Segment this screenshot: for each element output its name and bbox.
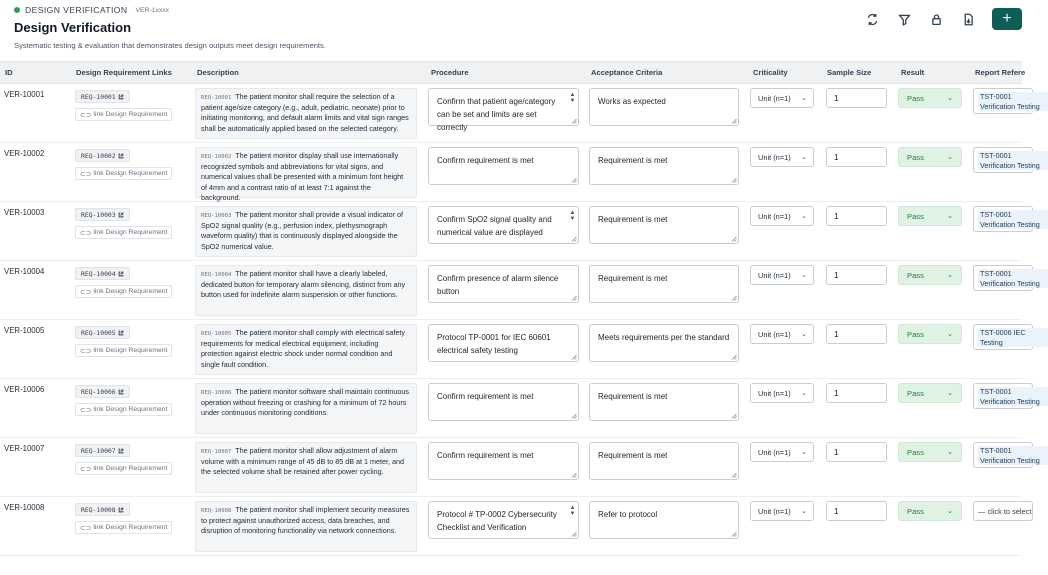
result-value: Pass: [907, 152, 924, 162]
table-row: [0, 261, 1040, 320]
chevron-down-icon: ⌄: [801, 95, 807, 102]
result-value: Pass: [907, 506, 924, 516]
resize-grip-icon[interactable]: [571, 354, 577, 360]
description-cell: [195, 206, 417, 257]
procedure-textarea[interactable]: [428, 147, 579, 185]
link-design-requirement-label: link Design Requirement: [93, 465, 168, 472]
criticality-select[interactable]: [750, 442, 814, 462]
criticality-select[interactable]: [750, 147, 814, 167]
resize-grip-icon[interactable]: [731, 118, 737, 124]
sample-size-input[interactable]: [826, 442, 887, 462]
add-button[interactable]: [992, 8, 1022, 30]
acceptance-criteria-text: Requirement is met: [598, 274, 668, 283]
description-requirement-tag: REQ-10003: [201, 213, 232, 219]
resize-grip-icon[interactable]: [571, 531, 577, 537]
procedure-text: Protocol # TP-0002 Cybersecurity Checklist and Verification: [437, 510, 557, 532]
resize-grip-icon[interactable]: [731, 295, 737, 301]
chevron-down-icon: ⌄: [801, 331, 807, 338]
chain-link-icon: ⊂⊃: [80, 229, 92, 237]
requirement-link-chip[interactable]: [75, 90, 130, 103]
lock-icon: [930, 13, 943, 26]
resize-grip-icon[interactable]: [571, 472, 577, 478]
requirement-link-chip[interactable]: [75, 149, 130, 162]
criticality-value: Unit (n=1): [758, 388, 791, 398]
chevron-down-icon: ⌄: [801, 508, 807, 515]
scroll-up-icon[interactable]: ▲: [569, 210, 576, 216]
link-design-requirement-label: link Design Requirement: [93, 406, 168, 413]
col-description[interactable]: Description: [197, 68, 239, 77]
sample-size-value: 1: [834, 447, 839, 457]
chevron-down-icon: ⌄: [801, 213, 807, 220]
plus-icon: +: [1002, 10, 1012, 27]
verification-id: VER-10006: [4, 385, 45, 394]
requirement-id: REQ-10003: [81, 210, 116, 219]
description-requirement-tag: REQ-10001: [201, 95, 232, 101]
report-reference-chip[interactable]: TST-0001 Verification Testing: [978, 92, 1048, 111]
textarea-scrollbar[interactable]: [569, 92, 576, 104]
description-requirement-tag: REQ-10007: [201, 449, 232, 455]
report-reference-chip[interactable]: TST-0001 Verification Testing: [978, 387, 1048, 406]
sample-size-input[interactable]: [826, 501, 887, 521]
criticality-select[interactable]: [750, 324, 814, 344]
procedure-textarea[interactable]: [428, 88, 579, 132]
resize-grip-icon[interactable]: [731, 177, 737, 183]
chevron-down-icon: ⌄: [947, 272, 953, 279]
description-text: The patient monitor shall provide a visual indicator of SpO2 signal quality (e.g., perfusion index, plethysmograph waveform quality) that is continuously displayed alongside the SpO2 numerical value.: [201, 210, 403, 251]
description-requirement-tag: REQ-10008: [201, 508, 232, 514]
resize-grip-icon[interactable]: [731, 354, 737, 360]
description-cell: [195, 383, 417, 434]
table-row: [0, 379, 1040, 438]
procedure-textarea[interactable]: [428, 442, 579, 480]
col-design-requirement-links[interactable]: Design Requirement Links: [76, 68, 172, 77]
criticality-value: Unit (n=1): [758, 447, 791, 457]
page-header: [0, 0, 1022, 60]
procedure-textarea[interactable]: [428, 206, 579, 244]
col-procedure[interactable]: Procedure: [431, 68, 469, 77]
procedure-textarea[interactable]: [428, 265, 579, 303]
sample-size-value: 1: [834, 506, 839, 516]
external-link-icon: [118, 271, 124, 277]
verification-id: VER-10003: [4, 208, 45, 217]
result-value: Pass: [907, 447, 924, 457]
description-text: The patient monitor shall comply with electrical safety requirements for medical electrical equipment, including protection against electric shock under normal condition and single fault condition.: [201, 328, 405, 369]
report-reference-chip[interactable]: TST-0006 IEC Testing: [978, 328, 1048, 347]
description-requirement-tag: REQ-10006: [201, 390, 232, 396]
external-link-icon: [118, 507, 124, 513]
link-design-requirement-button[interactable]: [75, 285, 172, 298]
criticality-value: Unit (n=1): [758, 152, 791, 162]
criticality-select[interactable]: [750, 501, 814, 521]
criticality-value: Unit (n=1): [758, 329, 791, 339]
result-value: Pass: [907, 388, 924, 398]
sample-size-input[interactable]: [826, 324, 887, 344]
toolbar: [862, 8, 1022, 30]
link-design-requirement-button[interactable]: [75, 226, 172, 239]
requirement-id: REQ-10007: [81, 446, 116, 455]
table-row: [0, 438, 1040, 497]
procedure-text: Confirm that patient age/category can be set and limits are set correctly: [437, 97, 556, 132]
result-select[interactable]: [898, 442, 962, 462]
description-text: The patient monitor shall have a clearly labeled, dedicated button for temporary alarm silencing, distinct from any button used for indefinite alarm suspension or other functions.: [201, 269, 406, 300]
description-cell: [195, 88, 417, 139]
status-row: [14, 5, 169, 15]
sample-size-value: 1: [834, 211, 839, 221]
col-criticality[interactable]: Criticality: [753, 68, 788, 77]
description-cell: [195, 324, 417, 375]
textarea-scrollbar[interactable]: [569, 210, 576, 222]
sample-size-input[interactable]: [826, 265, 887, 285]
verification-id: VER-10005: [4, 326, 45, 335]
acceptance-criteria-text: Refer to protocol: [598, 510, 658, 519]
chain-link-icon: ⊂⊃: [80, 288, 92, 296]
link-design-requirement-label: link Design Requirement: [93, 111, 168, 118]
description-cell: [195, 265, 417, 316]
table-header: [0, 61, 1026, 84]
requirement-id: REQ-10001: [81, 92, 116, 101]
description-requirement-tag: REQ-10002: [201, 154, 232, 160]
chevron-down-icon: ⌄: [947, 213, 953, 220]
export-document-icon: [962, 13, 975, 26]
link-design-requirement-button[interactable]: [75, 462, 172, 475]
col-acceptance-criteria[interactable]: Acceptance Criteria: [591, 68, 663, 77]
description-text: The patient monitor shall require the selection of a patient age/size category (e.g., adult, pediatric, neonate) prior to initiating monitoring, and default alarm limits and vital sign ranges shall be automatically applied based on the selected category.: [201, 92, 409, 133]
chevron-down-icon: ⌄: [801, 449, 807, 456]
report-reference-cell[interactable]: [973, 442, 1040, 468]
sample-size-value: 1: [834, 93, 839, 103]
link-design-requirement-label: link Design Requirement: [93, 347, 168, 354]
col-sample-size[interactable]: Sample Size: [827, 68, 872, 77]
acceptance-criteria-text: Requirement is met: [598, 156, 668, 165]
scroll-up-icon[interactable]: ▲: [569, 505, 576, 511]
chevron-down-icon: ⌄: [947, 449, 953, 456]
external-link-icon: [118, 94, 124, 100]
scroll-down-icon[interactable]: ▼: [569, 216, 576, 222]
lock-button[interactable]: [926, 9, 946, 29]
criticality-select[interactable]: [750, 88, 814, 108]
procedure-text: Confirm presence of alarm silence button: [437, 274, 559, 296]
criticality-select[interactable]: [750, 383, 814, 403]
table-row: [0, 202, 1040, 261]
report-reference-cell[interactable]: [973, 206, 1040, 232]
acceptance-criteria-textarea[interactable]: [589, 147, 739, 185]
link-design-requirement-button[interactable]: [75, 344, 172, 357]
sample-size-input[interactable]: [826, 206, 887, 226]
scroll-up-icon[interactable]: ▲: [569, 92, 576, 98]
resize-grip-icon[interactable]: [571, 413, 577, 419]
criticality-select[interactable]: [750, 265, 814, 285]
procedure-text: Confirm requirement is met: [437, 156, 534, 165]
table-row: [0, 84, 1040, 143]
report-reference-placeholder: — click to select: [978, 506, 1032, 516]
criticality-value: Unit (n=1): [758, 93, 791, 103]
chevron-down-icon: ⌄: [801, 272, 807, 279]
verification-id: VER-10004: [4, 267, 45, 276]
acceptance-criteria-textarea[interactable]: [589, 324, 739, 362]
table-row: [0, 143, 1040, 202]
sample-size-value: 1: [834, 329, 839, 339]
result-select[interactable]: [898, 147, 962, 167]
chain-link-icon: ⊂⊃: [80, 347, 92, 355]
sample-size-input[interactable]: [826, 383, 887, 403]
description-text: The patient monitor shall allow adjustment of alarm volume with a minimum range of 45 dB to 85 dB at 1 meter, and the selected volume shall be retained after power cycling.: [201, 446, 404, 477]
description-text: The patient monitor software shall maintain continuous operation without freezing or crashing for a minimum of 72 hours under continuous monitoring conditions.: [201, 387, 409, 418]
requirement-link-chip[interactable]: [75, 326, 130, 339]
col-id[interactable]: ID: [5, 68, 13, 77]
filter-icon: [898, 13, 911, 26]
link-design-requirement-label: link Design Requirement: [93, 524, 168, 531]
requirement-id: REQ-10008: [81, 505, 116, 514]
requirement-id: REQ-10006: [81, 387, 116, 396]
description-requirement-tag: REQ-10004: [201, 272, 232, 278]
resize-grip-icon[interactable]: [571, 295, 577, 301]
resize-grip-icon[interactable]: [731, 413, 737, 419]
acceptance-criteria-textarea[interactable]: [589, 442, 739, 480]
procedure-textarea[interactable]: [428, 501, 579, 539]
report-reference-cell[interactable]: [973, 383, 1040, 409]
scroll-down-icon[interactable]: ▼: [569, 98, 576, 104]
link-design-requirement-button[interactable]: [75, 108, 172, 121]
acceptance-criteria-textarea[interactable]: [589, 88, 739, 126]
procedure-text: Protocol TP-0001 for IEC 60601 electrical safety testing: [437, 333, 551, 355]
sync-button[interactable]: [862, 9, 882, 29]
acceptance-criteria-text: Requirement is met: [598, 392, 668, 401]
document-id: VER-1xxxx: [135, 6, 170, 14]
resize-grip-icon[interactable]: [571, 118, 577, 124]
acceptance-criteria-text: Meets requirements per the standard: [598, 333, 730, 342]
verification-id: VER-10001: [4, 90, 45, 99]
criticality-value: Unit (n=1): [758, 270, 791, 280]
criticality-value: Unit (n=1): [758, 506, 791, 516]
procedure-textarea[interactable]: [428, 383, 579, 421]
result-select[interactable]: [898, 206, 962, 226]
criticality-select[interactable]: [750, 206, 814, 226]
requirement-id: REQ-10005: [81, 328, 116, 337]
acceptance-criteria-textarea[interactable]: [589, 501, 739, 539]
external-link-icon: [118, 389, 124, 395]
description-cell: [195, 442, 417, 493]
verification-id: VER-10007: [4, 444, 45, 453]
acceptance-criteria-text: Requirement is met: [598, 215, 668, 224]
status-label: DESIGN VERIFICATION: [25, 5, 128, 15]
description-text: The patient monitor shall implement security measures to protect against unauthorized access, data breaches, and disruption of monitoring functionality via network connections.: [201, 505, 410, 536]
col-result[interactable]: Result: [901, 68, 925, 77]
chain-link-icon: ⊂⊃: [80, 524, 92, 532]
external-link-icon: [118, 448, 124, 454]
procedure-text: Confirm SpO2 signal quality and numerical value are displayed: [437, 215, 552, 237]
sample-size-value: 1: [834, 152, 839, 162]
link-design-requirement-label: link Design Requirement: [93, 170, 168, 177]
description-text: The patient monitor display shall use internationally recognized symbols and abbreviations for vital signs, and numerical values shall be presented with a minimum font height of 4mm and a contrast ratio of at least 7:1 against the background.: [201, 151, 404, 202]
report-reference-cell[interactable]: [973, 88, 1040, 114]
chevron-down-icon: ⌄: [947, 331, 953, 338]
link-design-requirement-button[interactable]: [75, 403, 172, 416]
chain-link-icon: ⊂⊃: [80, 170, 92, 178]
verification-table: [0, 61, 1040, 556]
table-row: [0, 497, 1032, 556]
requirement-link-chip[interactable]: [75, 444, 130, 457]
chevron-down-icon: ⌄: [947, 95, 953, 102]
report-reference-cell[interactable]: [973, 324, 1033, 350]
page-subtitle: Systematic testing & evaluation that demonstrates design outputs meet design requirements.: [14, 41, 326, 50]
verification-id: VER-10002: [4, 149, 45, 158]
link-design-requirement-button[interactable]: [75, 167, 172, 180]
page-title: Design Verification: [14, 20, 132, 35]
result-select[interactable]: [898, 88, 962, 108]
report-reference-cell[interactable]: [973, 501, 1033, 521]
resize-grip-icon[interactable]: [571, 177, 577, 183]
chain-link-icon: ⊂⊃: [80, 465, 92, 473]
result-select[interactable]: [898, 383, 962, 403]
requirement-link-chip[interactable]: [75, 503, 130, 516]
external-link-icon: [118, 212, 124, 218]
sync-icon: [866, 13, 879, 26]
acceptance-criteria-textarea[interactable]: [589, 265, 739, 303]
report-reference-chip[interactable]: TST-0001 Verification Testing: [978, 269, 1048, 288]
result-value: Pass: [907, 93, 924, 103]
link-design-requirement-label: link Design Requirement: [93, 229, 168, 236]
description-cell: [195, 147, 417, 202]
external-link-icon: [118, 330, 124, 336]
description-requirement-tag: REQ-10005: [201, 331, 232, 337]
col-report-reference[interactable]: Report Refere: [975, 68, 1026, 77]
acceptance-criteria-textarea[interactable]: [589, 206, 739, 244]
report-reference-chip[interactable]: TST-0001 Verification Testing: [978, 151, 1048, 170]
result-select[interactable]: [898, 324, 962, 344]
procedure-text: Confirm requirement is met: [437, 451, 534, 460]
chevron-down-icon: ⌄: [801, 154, 807, 161]
verification-id: VER-10008: [4, 503, 45, 512]
chain-link-icon: ⊂⊃: [80, 111, 92, 119]
procedure-textarea[interactable]: [428, 324, 579, 362]
export-document-button[interactable]: [958, 9, 978, 29]
link-design-requirement-label: link Design Requirement: [93, 288, 168, 295]
acceptance-criteria-text: Requirement is met: [598, 451, 668, 460]
sample-size-input[interactable]: [826, 88, 887, 108]
external-link-icon: [118, 153, 124, 159]
result-select[interactable]: [898, 265, 962, 285]
acceptance-criteria-textarea[interactable]: [589, 383, 739, 421]
description-cell: [195, 501, 417, 552]
requirement-link-chip[interactable]: [75, 385, 130, 398]
sample-size-value: 1: [834, 270, 839, 280]
link-design-requirement-button[interactable]: [75, 521, 172, 534]
requirement-link-chip[interactable]: [75, 208, 130, 221]
requirement-link-chip[interactable]: [75, 267, 130, 280]
report-reference-cell[interactable]: [973, 265, 1040, 291]
result-select[interactable]: [898, 501, 962, 521]
report-reference-cell[interactable]: [973, 147, 1040, 173]
result-value: Pass: [907, 329, 924, 339]
report-reference-chip[interactable]: TST-0001 Verification Testing: [978, 446, 1048, 465]
table-row: [0, 320, 1026, 379]
textarea-scrollbar[interactable]: [569, 505, 576, 517]
resize-grip-icon[interactable]: [731, 531, 737, 537]
status-dot: [14, 7, 20, 13]
resize-grip-icon[interactable]: [571, 236, 577, 242]
sample-size-input[interactable]: [826, 147, 887, 167]
resize-grip-icon[interactable]: [731, 472, 737, 478]
resize-grip-icon[interactable]: [731, 236, 737, 242]
table-body: [0, 84, 1040, 556]
chevron-down-icon: ⌄: [801, 390, 807, 397]
procedure-text: Confirm requirement is met: [437, 392, 534, 401]
chevron-down-icon: ⌄: [947, 508, 953, 515]
result-value: Pass: [907, 270, 924, 280]
chevron-down-icon: ⌄: [947, 154, 953, 161]
scroll-down-icon[interactable]: ▼: [569, 511, 576, 517]
criticality-value: Unit (n=1): [758, 211, 791, 221]
result-value: Pass: [907, 211, 924, 221]
acceptance-criteria-text: Works as expected: [598, 97, 666, 106]
sample-size-value: 1: [834, 388, 839, 398]
requirement-id: REQ-10004: [81, 269, 116, 278]
report-reference-chip[interactable]: TST-0001 Verification Testing: [978, 210, 1048, 229]
chevron-down-icon: ⌄: [947, 390, 953, 397]
requirement-id: REQ-10002: [81, 151, 116, 160]
filter-button[interactable]: [894, 9, 914, 29]
chain-link-icon: ⊂⊃: [80, 406, 92, 414]
